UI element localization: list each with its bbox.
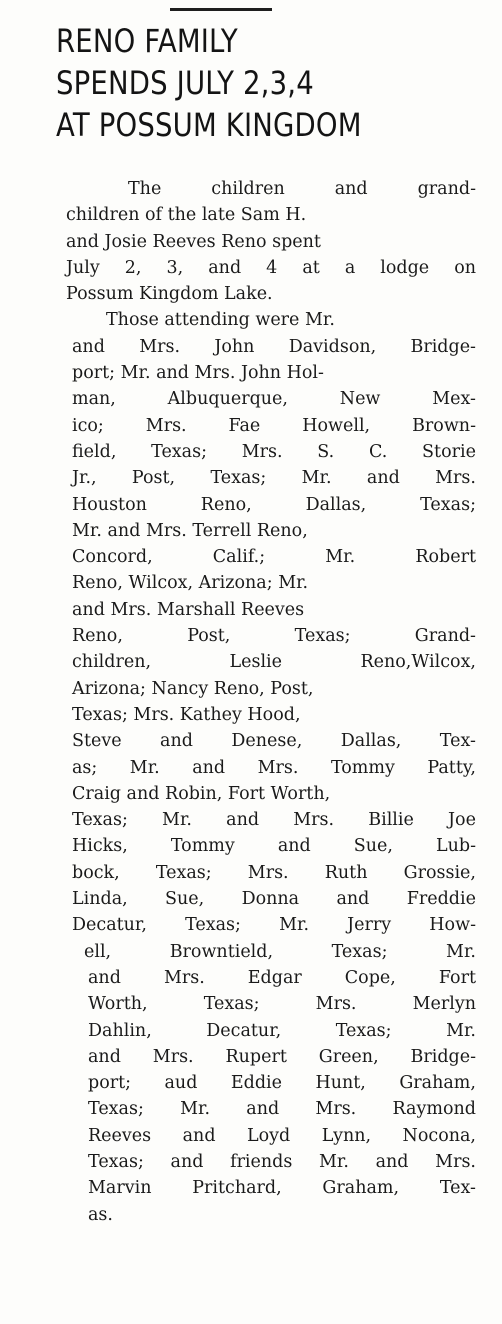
article-line: Concord, Calif.; Mr. Robert [72,547,476,568]
article-line: July 2, 3, and 4 at a lodge on [66,257,476,278]
article-line: Texas; and friends Mr. and Mrs. [88,1151,476,1172]
article-line: Texas; Mr. and Mrs. Billie Joe [72,810,476,831]
article-line: and Mrs. Rupert Green, Bridge- [88,1046,476,1067]
headline [56,20,486,146]
article-line: and Mrs. Marshall Reeves [72,599,305,620]
article-line: port; aud Eddie Hunt, Graham, [88,1073,476,1094]
article-line: field, Texas; Mrs. S. C. Storie [72,441,476,462]
headline-line-2: SPENDS JULY 2,3,4 [56,64,314,102]
article-line: man, Albuquerque, New Mex- [72,389,476,410]
article-line: Jr., Post, Texas; Mr. and Mrs. [72,468,476,489]
article-line: Hicks, Tommy and Sue, Lub- [72,836,476,857]
headline-line-3: AT POSSUM KINGDOM [56,106,362,144]
top-rule [170,8,272,11]
article-line: and Josie Reeves Reno spent [66,231,321,252]
article-line: port; Mr. and Mrs. John Hol- [72,363,324,384]
article-line: Marvin Pritchard, Graham, Tex- [88,1178,476,1199]
article-line: children of the late Sam H. [66,205,307,226]
article-line: Dahlin, Decatur, Texas; Mr. [88,1020,476,1041]
article-line: Those attending were Mr. [106,310,335,331]
article-line: Steve and Denese, Dallas, Tex- [72,731,476,752]
article-line: Reno, Wilcox, Arizona; Mr. [72,573,309,594]
article-line: and Mrs. Edgar Cope, Fort [88,967,476,988]
article-line: Decatur, Texas; Mr. Jerry How- [72,915,476,936]
article-line: Worth, Texas; Mrs. Merlyn [88,994,476,1015]
article-line: The children and grand- [128,179,476,199]
article-line: Possum Kingdom Lake. [66,284,273,305]
article-line: Reno, Post, Texas; Grand- [72,626,476,647]
article-line: Reeves and Loyd Lynn, Nocona, [88,1125,476,1146]
article-line: children, Leslie Reno,Wilcox, [72,652,476,673]
article-line: Mr. and Mrs. Terrell Reno, [72,520,308,541]
article-line: Houston Reno, Dallas, Texas; [72,494,476,515]
article-line: as; Mr. and Mrs. Tommy Patty, [72,757,476,778]
article-line: ico; Mrs. Fae Howell, Brown- [72,415,476,436]
article-line: ell, Browntield, Texas; Mr. [84,941,476,962]
article-line: Arizona; Nancy Reno, Post, [72,678,314,699]
article-line: Texas; Mrs. Kathey Hood, [72,704,301,725]
article-line: bock, Texas; Mrs. Ruth Grossie, [72,862,476,883]
article-line: and Mrs. John Davidson, Bridge- [72,336,476,357]
article-line: Texas; Mr. and Mrs. Raymond [88,1099,476,1120]
article-body [66,176,476,1228]
article-line: as. [88,1204,113,1225]
headline-line-1: RENO FAMILY [56,22,238,60]
article-line: Craig and Robin, Fort Worth, [72,783,331,804]
article-line: Linda, Sue, Donna and Freddie [72,889,476,910]
